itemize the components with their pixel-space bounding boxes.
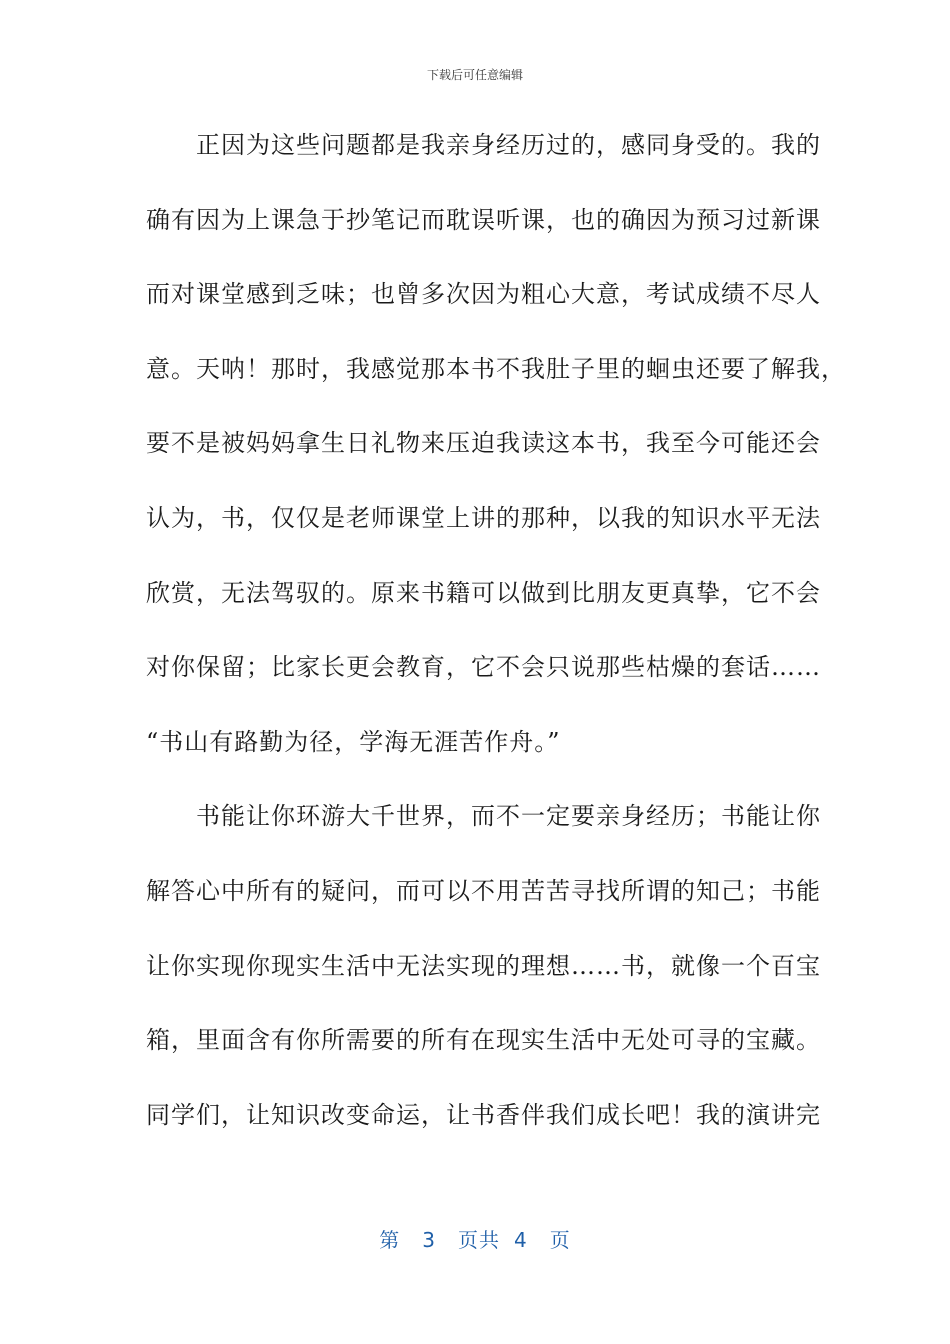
page-footer xyxy=(0,1224,950,1253)
text-line: 解答心中所有的疑问，而可以不用苦苦寻找所谓的知己；书能 xyxy=(146,876,821,905)
current-page-number: 3 xyxy=(422,1228,436,1252)
text-line: 让你实现你现实生活中无法实现的理想……书，就像一个百宝 xyxy=(146,951,821,980)
footer-suffix: 页 xyxy=(549,1228,571,1252)
text-line: 要不是被妈妈拿生日礼物来压迫我读这本书，我至今可能还会 xyxy=(146,429,821,458)
text-line: 同学们，让知识改变命运，让书香伴我们成长吧！我的演讲完 xyxy=(146,1100,821,1129)
footer-prefix: 第 xyxy=(379,1228,401,1252)
text-line: “书山有路勤为径，学海无涯苦作舟。” xyxy=(146,727,561,756)
text-line: 对你保留；比家长更会教育，它不会只说那些枯燥的套话…… xyxy=(146,653,821,682)
text-line: 箱，里面含有你所需要的所有在现实生活中无处可寻的宝藏。 xyxy=(146,1026,821,1055)
text-line: 欣赏，无法驾驭的。原来书籍可以做到比朋友更真挚，它不会 xyxy=(146,578,821,607)
body-text xyxy=(146,116,846,1160)
text-line: 正因为这些问题都是我亲身经历过的，感同身受的。我的 xyxy=(146,131,821,159)
text-line: 书能让你环游大千世界，而不一定要亲身经历；书能让你 xyxy=(146,802,821,831)
text-line: 确有因为上课急于抄笔记而耽误听课，也的确因为预习过新课 xyxy=(146,205,821,234)
text-line: 意。天呐！那时，我感觉那本书不我肚子里的蛔虫还要了解我， xyxy=(146,354,846,383)
footer-middle: 页共 xyxy=(458,1228,500,1252)
total-pages-number: 4 xyxy=(514,1228,528,1252)
page-header: 下载后可任意编辑 xyxy=(426,68,523,82)
text-line: 认为，书，仅仅是老师课堂上讲的那种，以我的知识水平无法 xyxy=(146,503,821,532)
text-line: 而对课堂感到乏味；也曾多次因为粗心大意，考试成绩不尽人 xyxy=(146,280,821,309)
